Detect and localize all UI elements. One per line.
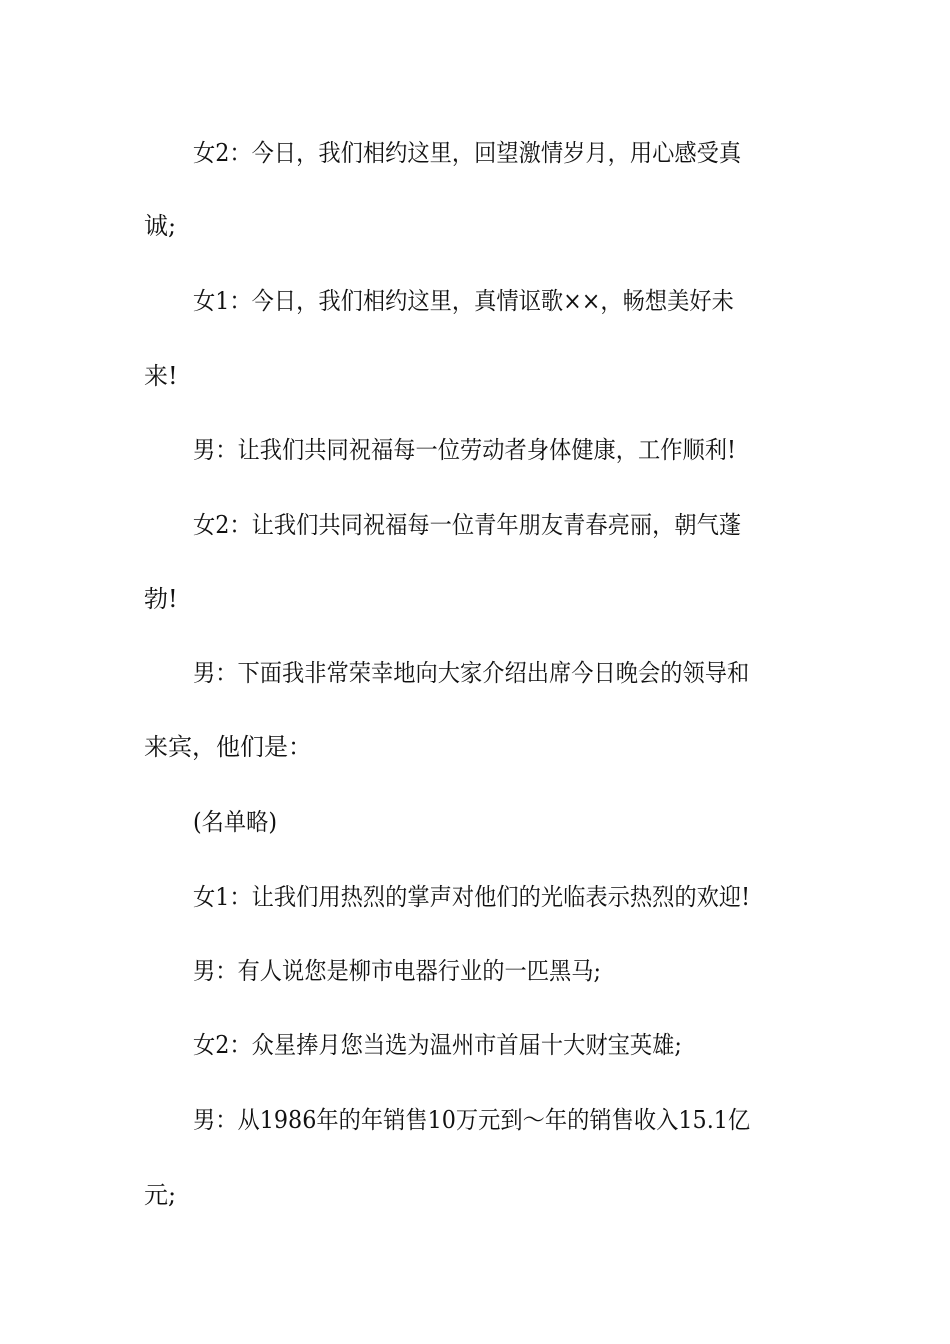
text-line: 男：有人说您是柳市电器行业的一匹黑马; [193, 957, 601, 985]
text-line: 女1：让我们用热烈的掌声对他们的光临表示热烈的欢迎! [193, 883, 751, 911]
text-line: 来宾，他们是： [144, 733, 312, 761]
text-line: 男：让我们共同祝福每一位劳动者身体健康，工作顺利! [193, 436, 736, 464]
text-line: 女2：众星捧月您当选为温州市首届十大财宝英雄; [193, 1031, 682, 1059]
text-line: 女1：今日，我们相约这里，真情讴歌××，畅想美好未 [193, 287, 734, 315]
text-line: 男：下面我非常荣幸地向大家介绍出席今日晚会的领导和 [193, 659, 750, 687]
text-line: 来! [144, 362, 178, 390]
text-line: 元; [144, 1181, 177, 1209]
text-line: 女2：今日，我们相约这里，回望激情岁月，用心感受真 [193, 139, 742, 167]
text-line: 勃! [144, 585, 178, 613]
text-line: (名单略) [193, 808, 278, 836]
text-line: 女2：让我们共同祝福每一位青年朋友青春亮丽，朝气蓬 [193, 511, 742, 539]
text-line: 诚; [144, 212, 177, 240]
text-line: 男：从1986年的年销售10万元到～年的销售收入15.1亿 [193, 1106, 751, 1134]
